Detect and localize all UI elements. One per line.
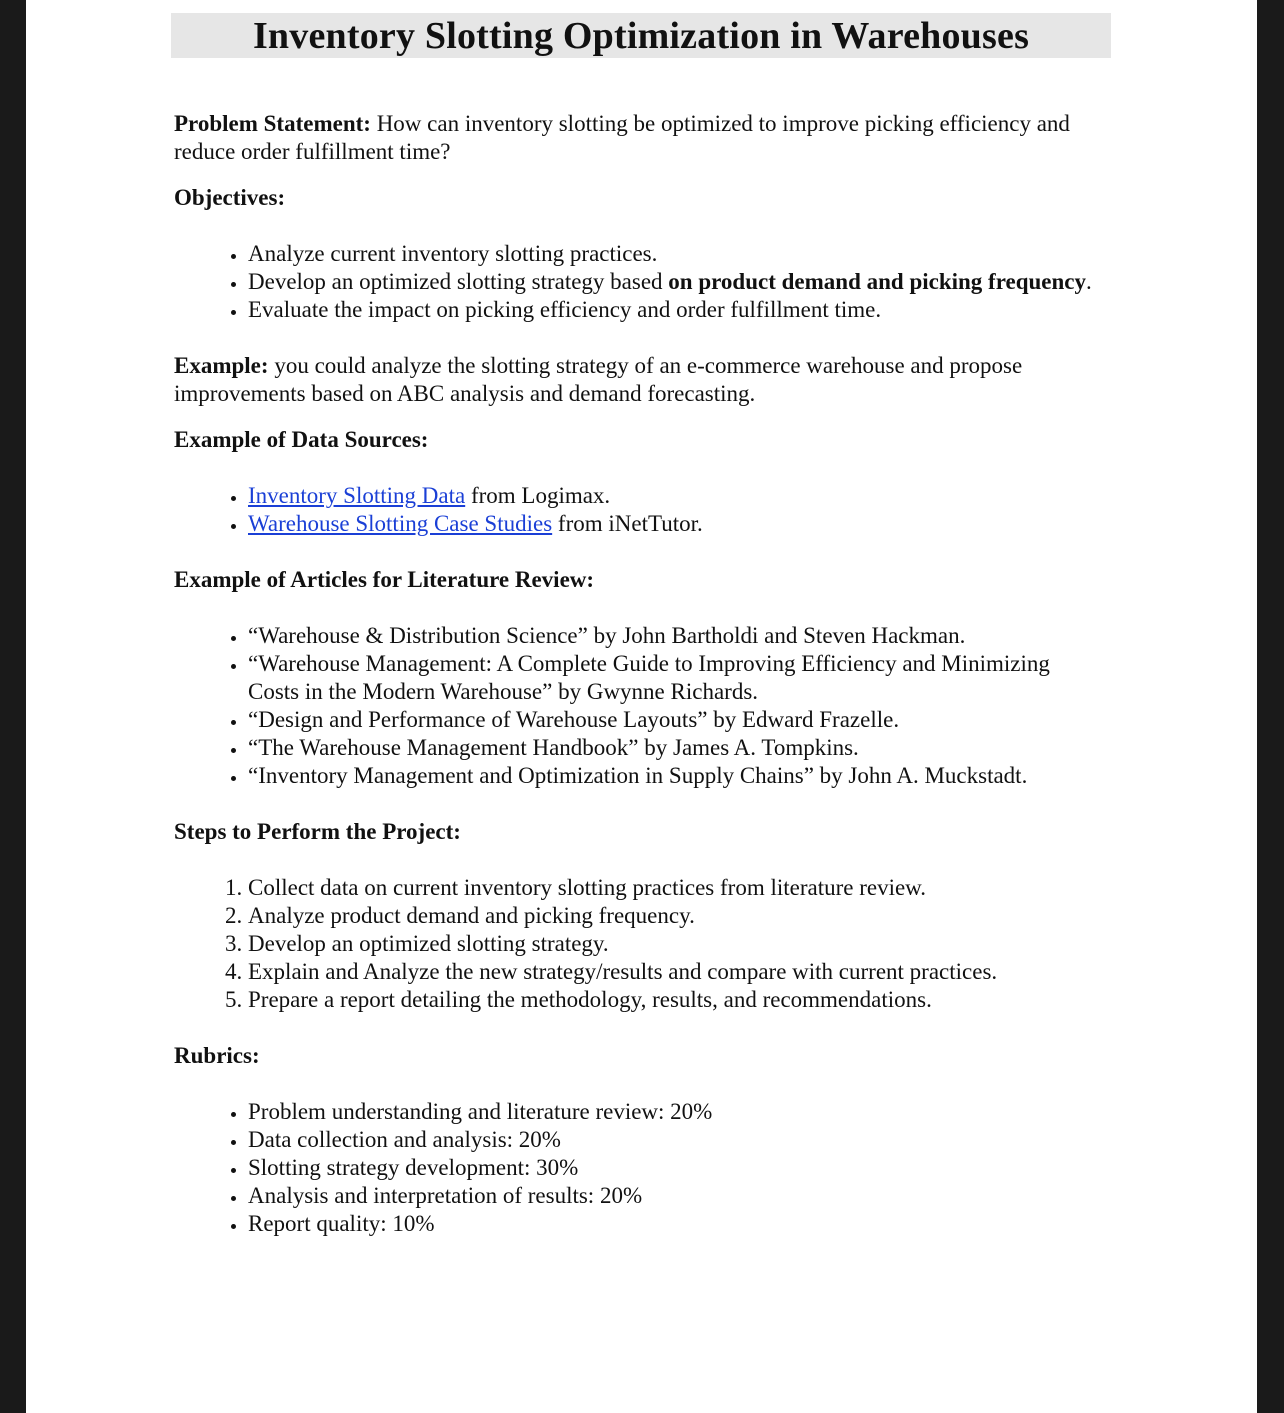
steps-heading: Steps to Perform the Project:: [174, 819, 461, 844]
list-item: • Analysis and interpretation of results: 20%: [248, 1182, 1104, 1210]
document-page: [26, 0, 1257, 1413]
warehouse-slotting-case-studies-link[interactable]: Warehouse Slotting Case Studies: [248, 511, 553, 536]
document-title: Inventory Slotting Optimization in Warehouses: [252, 15, 1030, 57]
list-item: 3. Develop an optimized slotting strategy.: [248, 930, 1104, 958]
problem-statement-text: How can inventory slotting be optimized to improve picking efficiency and reduce order fulfillment time?: [174, 111, 1070, 164]
list-item: • Problem understanding and literature review: 20%: [248, 1098, 1104, 1126]
objectives-heading: Objectives:: [174, 185, 286, 210]
objectives-list: [174, 240, 1104, 324]
list-item: • Develop an optimized slotting strategy based on product demand and picking frequency.: [248, 268, 1104, 296]
list-item: • “Inventory Management and Optimization in Supply Chains” by John A. Muckstadt.: [248, 762, 1104, 790]
list-item: • “Warehouse Management: A Complete Guide to Improving Efficiency and Minimizing Costs in the Modern Warehouse” by Gwynne Richards.: [248, 650, 1104, 706]
steps-list: [174, 874, 1104, 1014]
rubrics-list: [174, 1098, 1104, 1238]
list-item: • “Warehouse & Distribution Science” by John Bartholdi and Steven Hackman.: [248, 622, 1104, 650]
inventory-slotting-data-link[interactable]: Inventory Slotting Data: [248, 483, 466, 508]
list-item: • Slotting strategy development: 30%: [248, 1154, 1104, 1182]
example-label: Example:: [174, 353, 269, 378]
list-item: • Evaluate the impact on picking efficiency and order fulfillment time.: [248, 296, 1104, 324]
list-item: • Analyze current inventory slotting practices.: [248, 240, 1104, 268]
list-item: 4. Explain and Analyze the new strategy/results and compare with current practices.: [248, 958, 1104, 986]
list-item: 1. Collect data on current inventory slotting practices from literature review.: [248, 874, 1104, 902]
list-item: • Report quality: 10%: [248, 1210, 1104, 1238]
list-item: • “Design and Performance of Warehouse Layouts” by Edward Frazelle.: [248, 706, 1104, 734]
list-item: 5. Prepare a report detailing the methodology, results, and recommendations.: [248, 986, 1104, 1014]
data-sources-list: [174, 482, 1104, 538]
list-item: 2. Analyze product demand and picking frequency.: [248, 902, 1104, 930]
list-item: • Inventory Slotting Data from Logimax.: [248, 482, 1104, 510]
articles-list: [174, 622, 1104, 790]
document-body: [174, 110, 1104, 1238]
title-banner: [171, 13, 1111, 58]
problem-statement-label: Problem Statement:: [174, 111, 371, 136]
data-sources-heading: Example of Data Sources:: [174, 427, 429, 452]
list-item: • Warehouse Slotting Case Studies from iNetTutor.: [248, 510, 1104, 538]
example-text: you could analyze the slotting strategy of an e-commerce warehouse and propose improvements based on ABC analysis and demand forecasting.: [174, 353, 1023, 406]
rubrics-heading: Rubrics:: [174, 1043, 260, 1068]
articles-heading: Example of Articles for Literature Review:: [174, 567, 595, 592]
problem-statement: [174, 110, 1104, 166]
list-item: • Data collection and analysis: 20%: [248, 1126, 1104, 1154]
example-paragraph: [174, 352, 1104, 408]
list-item: • “The Warehouse Management Handbook” by James A. Tompkins.: [248, 734, 1104, 762]
